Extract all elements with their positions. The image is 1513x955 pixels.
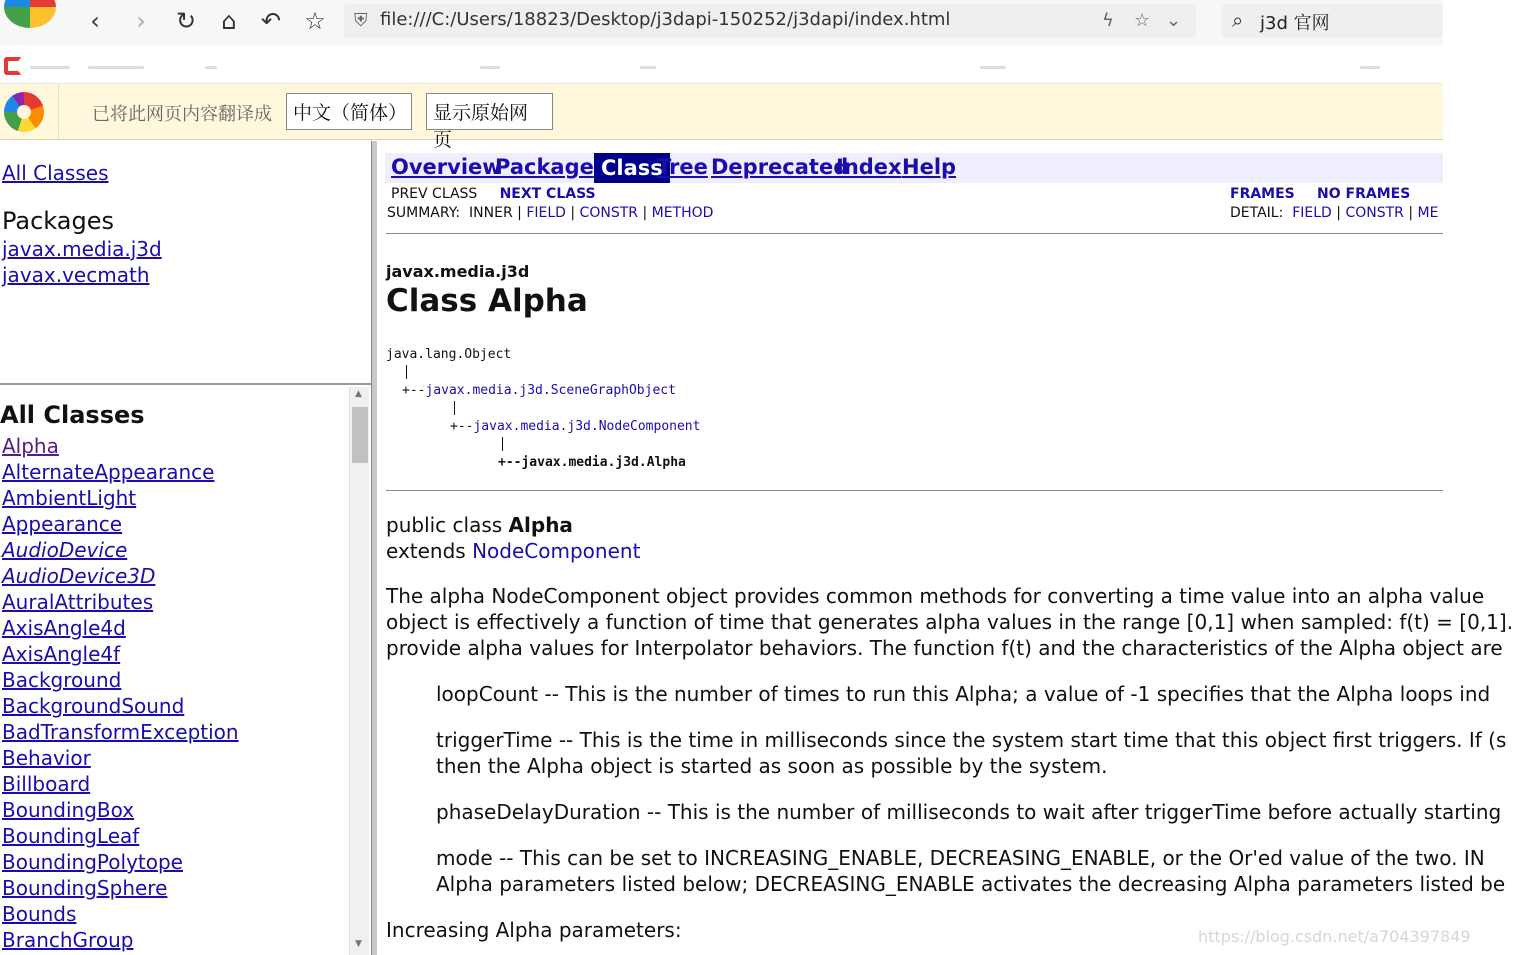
mode-desc-cont: Alpha parameters listed below; DECREASING_ENABLE activates the decreasing Alpha parameters listed be (436, 872, 1506, 896)
chevron-down-icon[interactable]: ⌄ (1166, 10, 1182, 31)
declaration-keyword: public class (386, 513, 509, 537)
class-link[interactable]: AxisAngle4f (2, 642, 121, 666)
watermark: https://blog.csdn.net/a704397849 (1198, 927, 1471, 946)
home-icon[interactable]: ⌂ (221, 7, 237, 35)
class-frame (0, 387, 371, 955)
class-link[interactable]: Behavior (2, 746, 91, 770)
browser-toolbar (0, 0, 1443, 46)
divider (386, 490, 1443, 491)
summary-field-link[interactable]: FIELD (526, 205, 566, 221)
all-classes-link[interactable]: All Classes (2, 161, 109, 185)
separator: | (642, 205, 648, 221)
class-link[interactable]: AudioDevice3D (2, 564, 156, 588)
nav-class-current: Class (594, 153, 670, 183)
scrollbar-thumb[interactable] (352, 407, 368, 463)
class-declaration (386, 512, 573, 538)
page-title: Class Alpha (386, 283, 588, 319)
blurred-bookmark[interactable] (640, 66, 656, 69)
class-link[interactable]: BoundingBox (2, 798, 135, 822)
browser-logo-icon (4, 0, 56, 28)
blurred-bookmark[interactable] (88, 66, 144, 69)
tree-connector (502, 437, 503, 451)
summary-row (387, 205, 713, 221)
class-link[interactable]: BackgroundSound (2, 694, 185, 718)
class-link[interactable]: Bounds (2, 902, 77, 926)
summary-method-link[interactable]: METHOD (651, 205, 714, 221)
next-class-link[interactable]: NEXT CLASS (499, 186, 596, 202)
translate-bar (0, 84, 1443, 151)
show-original-button[interactable]: 显示原始网页 (426, 93, 553, 130)
search-box[interactable] (1222, 4, 1443, 38)
prev-class-label: PREV CLASS (391, 186, 478, 202)
tree-connector (406, 365, 407, 379)
description-line: provide alpha values for Interpolator behaviors. The function f(t) and the characteristics of the Alpha object are (386, 636, 1503, 660)
hierarchy-level1-link[interactable]: javax.media.j3d.SceneGraphObject (425, 383, 676, 398)
bookmark-star-icon[interactable]: ☆ (1134, 10, 1151, 31)
summary-constr-link[interactable]: CONSTR (579, 205, 638, 221)
class-link[interactable]: AmbientLight (2, 486, 137, 510)
lightning-icon[interactable]: ϟ (1102, 10, 1114, 31)
phasedelay-desc: phaseDelayDuration -- This is the number of milliseconds to wait after triggerTime before actually starting (436, 800, 1502, 824)
class-link[interactable]: BoundingSphere (2, 876, 168, 900)
increasing-heading: Increasing Alpha parameters: (386, 918, 682, 942)
declaration-class-name: Alpha (508, 513, 573, 537)
all-classes-heading: All Classes (0, 401, 145, 429)
extends-line (386, 538, 640, 564)
class-link[interactable]: AuralAttributes (2, 590, 154, 614)
class-frame-scrollbar[interactable] (349, 387, 369, 955)
package-frame (0, 141, 371, 385)
mode-desc: mode -- This can be set to INCREASING_ENABLE, DECREASING_ENABLE, or the Or'ed value of the two. IN (436, 846, 1485, 870)
tree-branch: +-- (402, 383, 426, 398)
blurred-bookmark[interactable] (980, 66, 1006, 69)
class-link[interactable]: BoundingLeaf (2, 824, 140, 848)
hierarchy-current-class: javax.media.j3d.Alpha (521, 455, 686, 470)
divider (386, 233, 1443, 234)
scroll-down-icon[interactable]: ▼ (355, 939, 362, 949)
detail-method-link[interactable]: ME (1417, 205, 1439, 221)
nav-deprecated[interactable]: Deprecated (711, 155, 849, 179)
class-link[interactable]: Appearance (2, 512, 123, 536)
package-name: javax.media.j3d (386, 262, 530, 281)
nav-package[interactable]: Package (495, 155, 594, 179)
divider (58, 84, 59, 140)
class-link[interactable]: Alpha (2, 434, 59, 458)
detail-row (1230, 205, 1438, 221)
class-link[interactable]: Billboard (2, 772, 91, 796)
class-link[interactable]: BoundingPolytope (2, 850, 183, 874)
class-link[interactable]: AudioDevice (2, 538, 128, 562)
undo-icon[interactable]: ↶ (260, 7, 282, 35)
nav-tree[interactable]: Tree (657, 155, 708, 179)
star-icon[interactable]: ☆ (304, 7, 326, 35)
bookmarks-bar (0, 46, 1443, 84)
tree-branch: +-- (450, 419, 474, 434)
blurred-bookmark[interactable] (30, 66, 70, 69)
detail-constr-link[interactable]: CONSTR (1345, 205, 1404, 221)
address-bar[interactable] (344, 4, 1196, 38)
reload-icon[interactable]: ↻ (175, 7, 197, 35)
nav-index[interactable]: Index (836, 155, 902, 179)
nav-overview[interactable]: Overview (391, 155, 502, 179)
separator: | (517, 205, 522, 221)
main-frame (377, 141, 1513, 955)
class-link[interactable]: AxisAngle4d (2, 616, 126, 640)
superclass-link[interactable]: NodeComponent (472, 539, 641, 563)
extends-keyword: extends (386, 539, 473, 563)
package-link[interactable]: javax.media.j3d (2, 237, 162, 261)
description-line: The alpha NodeComponent object provides common methods for converting a time value into an alpha value (386, 584, 1485, 608)
frames-link[interactable]: FRAMES (1230, 186, 1295, 202)
tree-connector (454, 401, 455, 415)
nav-help[interactable]: Help (902, 155, 957, 179)
triggertime-desc-cont: then the Alpha object is started as soon as possible by the system. (436, 754, 1108, 778)
scroll-up-icon[interactable]: ▲ (355, 389, 362, 399)
forward-icon[interactable]: › (136, 7, 146, 35)
search-text: j3d 官网 (1260, 13, 1330, 34)
address-url: file:///C:/Users/18823/Desktop/j3dapi-150252/j3dapi/index.html (380, 9, 951, 30)
translate-logo-icon (4, 92, 44, 132)
translate-message: 已将此网页内容翻译成 (92, 104, 272, 125)
summary-inner: INNER (469, 205, 513, 221)
blurred-bookmark[interactable] (205, 66, 217, 69)
hierarchy-level2-row (450, 419, 700, 434)
blurred-bookmark[interactable] (1360, 66, 1380, 69)
hierarchy-root: java.lang.Object (386, 347, 512, 362)
shield-icon: ⛨ (354, 10, 368, 31)
separator: | (570, 205, 576, 221)
summary-label: SUMMARY: (387, 205, 461, 221)
class-link[interactable]: Background (2, 668, 122, 692)
separator: | (1408, 205, 1414, 221)
hierarchy-level1-row (402, 383, 676, 398)
frames-row (1230, 186, 1410, 202)
hierarchy-level2-link[interactable]: javax.media.j3d.NodeComponent (473, 419, 701, 434)
class-link[interactable]: BranchGroup (2, 928, 134, 952)
class-nav-row (391, 186, 596, 202)
left-frames (0, 141, 371, 955)
detail-label: DETAIL: (1230, 205, 1284, 221)
packages-heading: Packages (2, 207, 114, 235)
no-frames-link[interactable]: NO FRAMES (1317, 186, 1411, 202)
class-link[interactable]: BadTransformException (2, 720, 239, 744)
hierarchy-level3-row (498, 455, 686, 470)
separator: | (1336, 205, 1342, 221)
class-link[interactable]: AlternateAppearance (2, 460, 215, 484)
triggertime-desc: triggerTime -- This is the time in milliseconds since the system start time that this object first triggers. If (s (436, 728, 1507, 752)
blurred-bookmark[interactable] (480, 66, 500, 69)
top-navbar (385, 153, 1443, 183)
back-icon[interactable]: ‹ (90, 7, 100, 35)
search-icon: ⌕ (1232, 8, 1244, 32)
loopcount-desc: loopCount -- This is the number of times to run this Alpha; a value of -1 specifies that the Alpha loops ind (436, 682, 1491, 706)
description-line: object is effectively a function of time that generates alpha values in the range [0,1] when sampled: f(t) = [0,1]. (386, 610, 1513, 634)
tree-branch: +-- (498, 455, 522, 470)
csdn-bookmark-icon[interactable] (4, 57, 22, 75)
detail-field-link[interactable]: FIELD (1292, 205, 1332, 221)
package-link[interactable]: javax.vecmath (2, 263, 150, 287)
language-button[interactable]: 中文（简体） (286, 93, 412, 130)
